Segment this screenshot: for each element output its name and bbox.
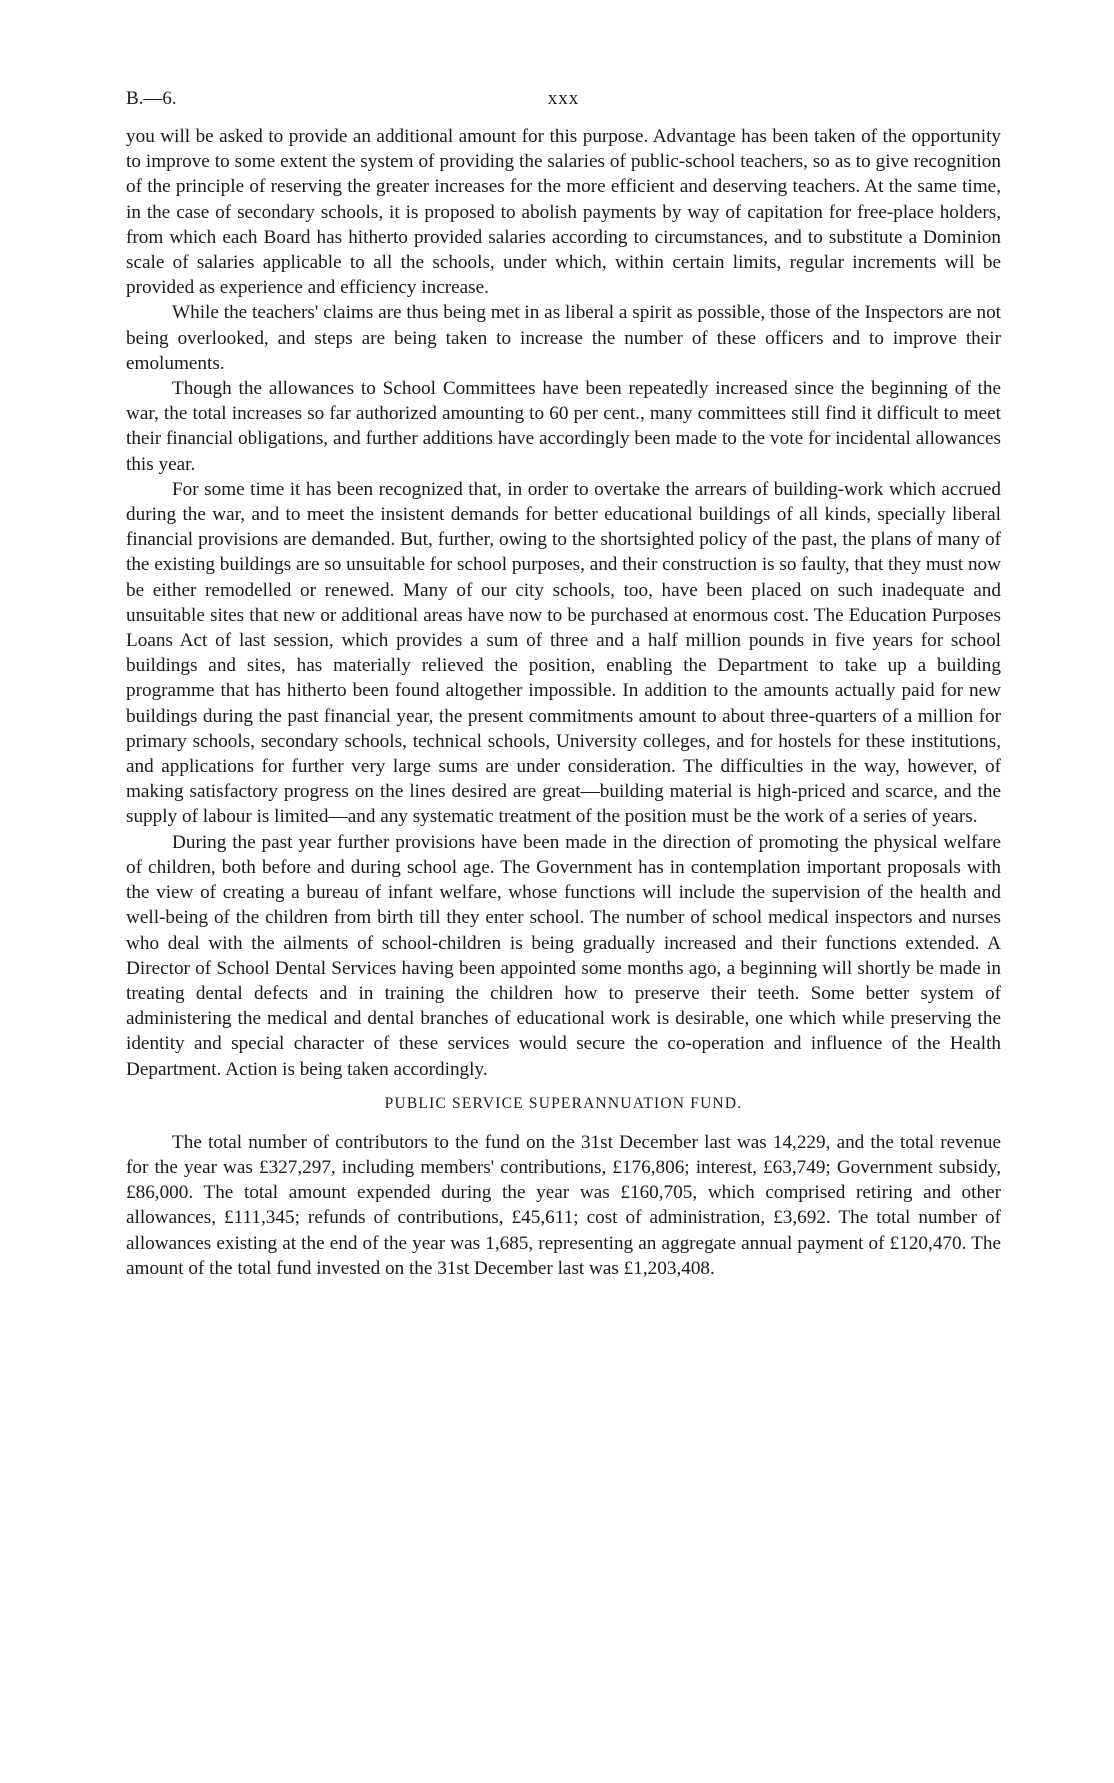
document-page: [126, 88, 1001, 1281]
paragraph-superannuation: The total number of contributors to the fund on the 31st December last was 14,229, and the total revenue for the year was £327,297, including members' contributions, £176,806; interest, £63,749; Government subsidy, £86,000. The total amount expended during the year was £160,705, which comprised retiring and other allowances, £111,345; refunds of contributions, £45,611; cost of administration, £3,692. The total number of allowances existing at the end of the year was 1,685, representing an aggregate annual payment of £120,470. The amount of the total fund invested on the 31st December last was £1,203,408.: [126, 1131, 1001, 1279]
paragraph-child-welfare: During the past year further provisions have been made in the direction of promoting the physical welfare of children, both before and during school age. The Government has in contemplation important proposals with the view of creating a bureau of infant welfare, whose functions will include the supervision of the health and well-being of the children from birth till they enter school. The number of school medical inspectors and nurses who deal with the ailments of school-children is being gradually increased and their functions extended. A Director of School Dental Services having been appointed some months ago, a beginning will shortly be made in treating dental defects and in training the children how to preserve their teeth. Some better system of administering the medical and dental branches of educational work is desirable, one which while preserving the identity and special character of these services would secure the co-operation and influence of the Health Department. Action is being taken accordingly.: [126, 831, 1001, 1080]
page-number: xxx: [547, 88, 580, 109]
paragraph-school-committees: Though the allowances to School Committees have been repeatedly increased since the beginning of the war, the total increases so far authorized amounting to 60 per cent., many committees still find it difficult to meet their financial obligations, and further additions have accordingly been made to the vote for incidental allowances this year.: [126, 378, 1001, 475]
page-header: [126, 88, 1001, 124]
body-text: [126, 124, 1001, 1082]
paragraph-school-buildings: For some time it has been recognized that, in order to overtake the arrears of building-work which accrued during the war, and to meet the insistent demands for better educational buildings of all kinds, specially liberal financial provisions are demanded. But, further, owing to the shortsighted policy of the past, the plans of many of the existing buildings are so unsuitable for school purposes, and their construction is so faulty, that they must now be either remodelled or renewed. Many of our city schools, too, have been placed on such inadequate and unsuitable sites that new or additional areas have now to be purchased at enormous cost. The Education Purposes Loans Act of last session, which provides a sum of three and a half million pounds in five years for school buildings and sites, has materially relieved the position, enabling the Department to take up a building programme that has hitherto been found altogether impossible. In addition to the amounts actually paid for new buildings during the past financial year, the present commitments amount to about three-quarters of a million for primary schools, secondary schools, technical schools, University colleges, and for hostels for these institutions, and applications for further very large sums are under consideration. The difficulties in the way, however, of making satisfactory progress on the lines desired are great—building material is high-priced and scarce, and the supply of labour is limited—and any systematic treatment of the position must be the work of a series of years.: [126, 478, 1001, 828]
section-heading: PUBLIC SERVICE SUPERANNUATION FUND.: [384, 1094, 743, 1112]
paragraph-teacher-salaries: you will be asked to provide an additional amount for this purpose. Advantage has been taken of the opportunity to improve to some extent the system of providing the salaries of public-school teachers, so as to give recognition of the principle of reserving the greater increases for the more efficient and deserving teachers. At the same time, in the case of secondary schools, it is proposed to abolish payments by way of capitation for free-place holders, from which each Board has hitherto provided salaries according to circumstances, and to substitute a Dominion scale of salaries applicable to all the schools, under which, within certain limits, regular increments will be provided as experience and efficiency increase.: [126, 126, 1001, 299]
paragraph-inspectors: While the teachers' claims are thus being met in as liberal a spirit as possible, those of the Inspectors are not being overlooked, and steps are being taken to increase the number of these officers and to improve their emoluments.: [126, 302, 1001, 374]
page-reference: B.—6.: [126, 88, 177, 109]
